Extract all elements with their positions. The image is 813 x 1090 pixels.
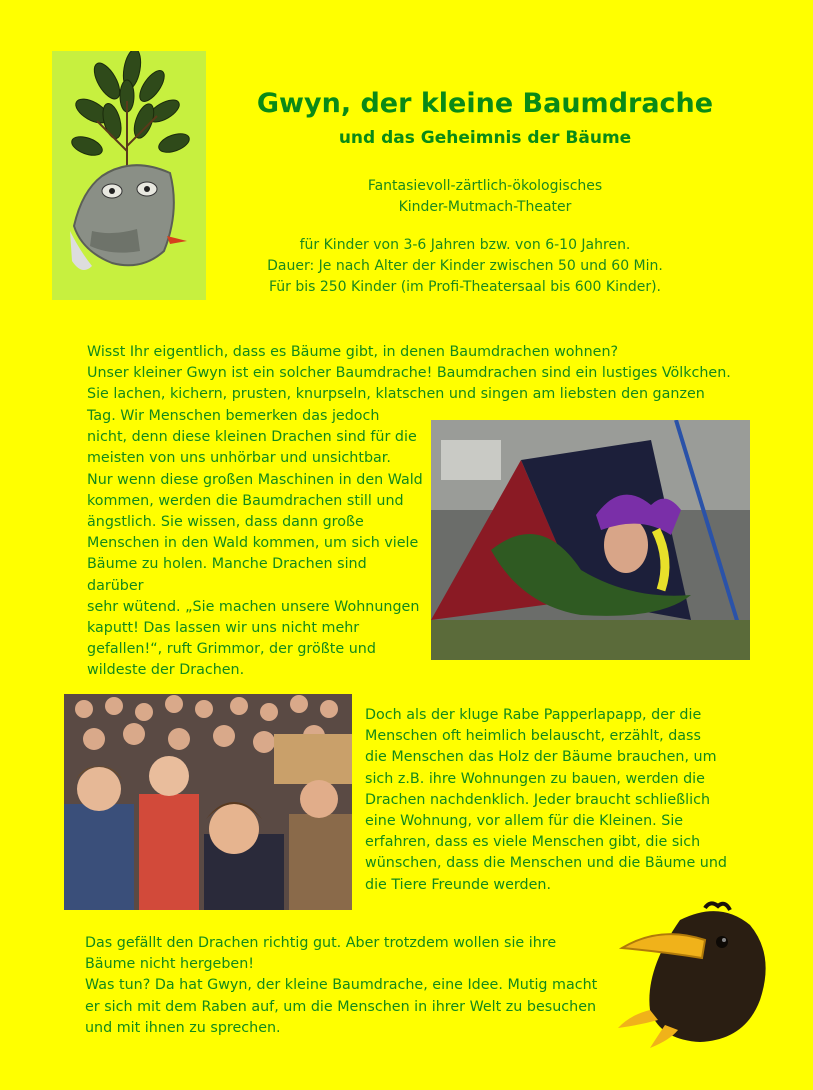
paragraph-line: die Tiere Freunde werden.: [365, 876, 552, 893]
story-paragraph-1: [87, 406, 427, 682]
paragraph-line: kaputt! Das lassen wir uns nicht mehr: [87, 620, 360, 637]
paragraph-line: Drachen nachdenklich. Jeder braucht schließlich: [365, 791, 711, 808]
tagline-line: Fantasievoll-zärtlich-ökologisches: [367, 178, 603, 194]
paragraph-line: Sie lachen, kichern, prusten, knurpseln, klatschen und singen am liebsten den ganzen: [87, 386, 705, 403]
paragraph-line: er sich mit dem Raben auf, um die Menschen in ihrer Welt zu besuchen: [85, 998, 597, 1015]
children-audience-scene: [64, 694, 352, 910]
raven-puppet-image: [610, 900, 780, 1050]
paragraph-line: Unser kleiner Gwyn ist ein solcher Baumdrache! Baumdrachen sind ein lustiges Völkchen.: [87, 365, 731, 382]
paragraph-line: kommen, werden die Baumdrachen still und: [87, 492, 404, 509]
paragraph-line: und mit ihnen zu sprechen.: [85, 1019, 281, 1036]
raven-illustration: [610, 900, 780, 1050]
paragraph-line: Was tun? Da hat Gwyn, der kleine Baumdrache, eine Idee. Mutig macht: [85, 977, 598, 994]
paragraph-line: Bäume nicht hergeben!: [85, 956, 255, 973]
paragraph-line: sehr wütend. „Sie machen unsere Wohnungen: [87, 598, 420, 615]
paragraph-line: Bäume zu holen. Manche Drachen sind darüber: [87, 556, 367, 594]
paragraph-line: Doch als der kluge Rabe Papperlapapp, der die: [365, 707, 702, 723]
audience-photo: [64, 694, 352, 910]
paragraph-line: die Menschen das Holz der Bäume brauchen, um: [365, 749, 717, 766]
performance-info: [230, 235, 700, 298]
tagline-line: Kinder-Mutmach-Theater: [398, 199, 572, 215]
info-line: Dauer: Je nach Alter der Kinder zwischen 50 und 60 Min.: [267, 258, 663, 274]
info-line: für Kinder von 3-6 Jahren bzw. von 6-10 Jahren.: [299, 237, 631, 253]
info-line: Für bis 250 Kinder (im Profi-Theatersaal bis 600 Kinder).: [268, 279, 661, 295]
story-paragraph-3: [85, 933, 610, 1039]
paragraph-line: nicht, denn diese kleinen Drachen sind für die: [87, 429, 417, 446]
tree-dragon-illustration: [52, 51, 206, 300]
paragraph-line: sich z.B. ihre Wohnungen zu bauen, werden die: [365, 770, 705, 787]
paragraph-line: ängstlich. Sie wissen, dass dann große: [87, 514, 364, 531]
paragraph-line: Tag. Wir Menschen bemerken das jedoch: [87, 408, 380, 424]
dragon-puppet-image: [52, 51, 206, 300]
story-paragraph-2: [365, 705, 735, 896]
paragraph-line: Nur wenn diese großen Maschinen in den Wald: [87, 471, 423, 488]
paragraph-line: Menschen oft heimlich belauscht, erzählt, dass: [365, 728, 701, 745]
paragraph-line: Menschen in den Wald kommen, um sich viele: [87, 535, 419, 552]
paragraph-line: Das gefällt den Drachen richtig gut. Aber trotzdem wollen sie ihre: [85, 935, 557, 951]
performer-photo: [431, 420, 750, 660]
story-intro: [87, 342, 787, 406]
paragraph-line: wünschen, dass die Menschen und die Bäume und: [365, 855, 727, 872]
paragraph-line: erfahren, dass es viele Menschen gibt, die sich: [365, 834, 701, 851]
page-title: Gwyn, der kleine Baumdrache: [256, 88, 714, 119]
paragraph-line: wildeste der Drachen.: [87, 662, 245, 679]
page-subtitle: und das Geheimnis der Bäume: [338, 128, 632, 148]
paragraph-line: eine Wohnung, vor allem für die Kleinen. Sie: [365, 813, 684, 830]
paragraph-line: meisten von uns unhörbar und unsichtbar.: [87, 450, 391, 467]
paragraph-line: gefallen!“, ruft Grimmor, der größte und: [87, 641, 376, 658]
puppeteer-scene: [431, 420, 750, 660]
paragraph-line: Wisst Ihr eigentlich, dass es Bäume gibt, in denen Baumdrachen wohnen?: [87, 344, 619, 360]
tagline: [250, 176, 720, 218]
